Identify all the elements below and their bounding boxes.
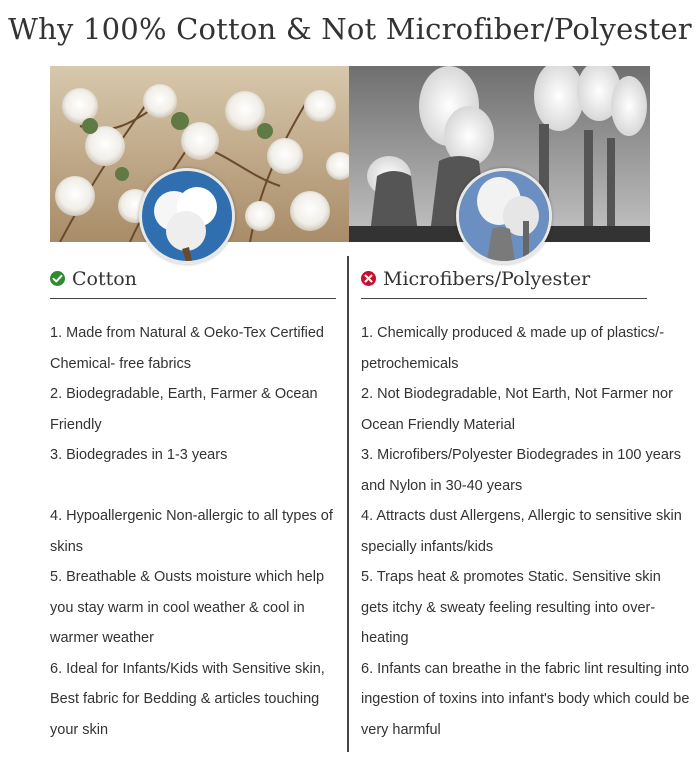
list-item: 4. Attracts dust Allergens, Allergic to sensitive skin specially infants/kids: [361, 508, 682, 555]
cotton-boll-inset: [139, 168, 235, 264]
check-circle-icon: [50, 271, 65, 286]
list-item: 2. Not Biodegradable, Not Earth, Not Farmer nor Ocean Friendly Material: [361, 386, 673, 433]
column-divider: [347, 256, 349, 752]
list-item: 4. Hypoallergenic Non-allergic to all types of skins: [50, 508, 333, 555]
list-item: 6. Infants can breathe in the fabric lint resulting into ingestion of toxins into infant's body which could be very harmful: [361, 660, 690, 738]
page-title: Why 100% Cotton & Not Microfiber/Polyester: [8, 12, 692, 46]
cotton-heading-label: Cotton: [72, 268, 137, 290]
list-item: 3. Biodegrades in 1-3 years: [50, 447, 228, 463]
list-item: 5. Traps heat & promotes Static. Sensitive skin gets itchy & sweaty feeling resulting into over-heating: [361, 569, 661, 646]
list-item: 3. Microfibers/Polyester Biodegrades in 100 years and Nylon in 30-40 years: [361, 447, 681, 494]
polyester-list: [361, 318, 691, 745]
cotton-list: [50, 318, 346, 745]
polyester-heading: [361, 268, 647, 299]
cotton-heading: [50, 268, 336, 299]
list-item: 5. Breathable & Ousts moisture which help you stay warm in cool weather & cool in warmer weather: [50, 569, 325, 646]
list-item: 6. Ideal for Infants/Kids with Sensitive skin, Best fabric for Bedding & articles touching your skin: [50, 660, 325, 738]
smokestack-inset: [456, 168, 552, 264]
list-item: 1. Chemically produced & made up of plastics/-petrochemicals: [361, 325, 665, 372]
polyester-heading-label: Microfibers/Polyester: [383, 268, 591, 290]
cross-circle-icon: [361, 271, 376, 286]
list-item: 1. Made from Natural & Oeko-Tex Certified Chemical- free fabrics: [50, 325, 324, 372]
list-item: 2. Biodegradable, Earth, Farmer & Ocean Friendly: [50, 386, 318, 433]
